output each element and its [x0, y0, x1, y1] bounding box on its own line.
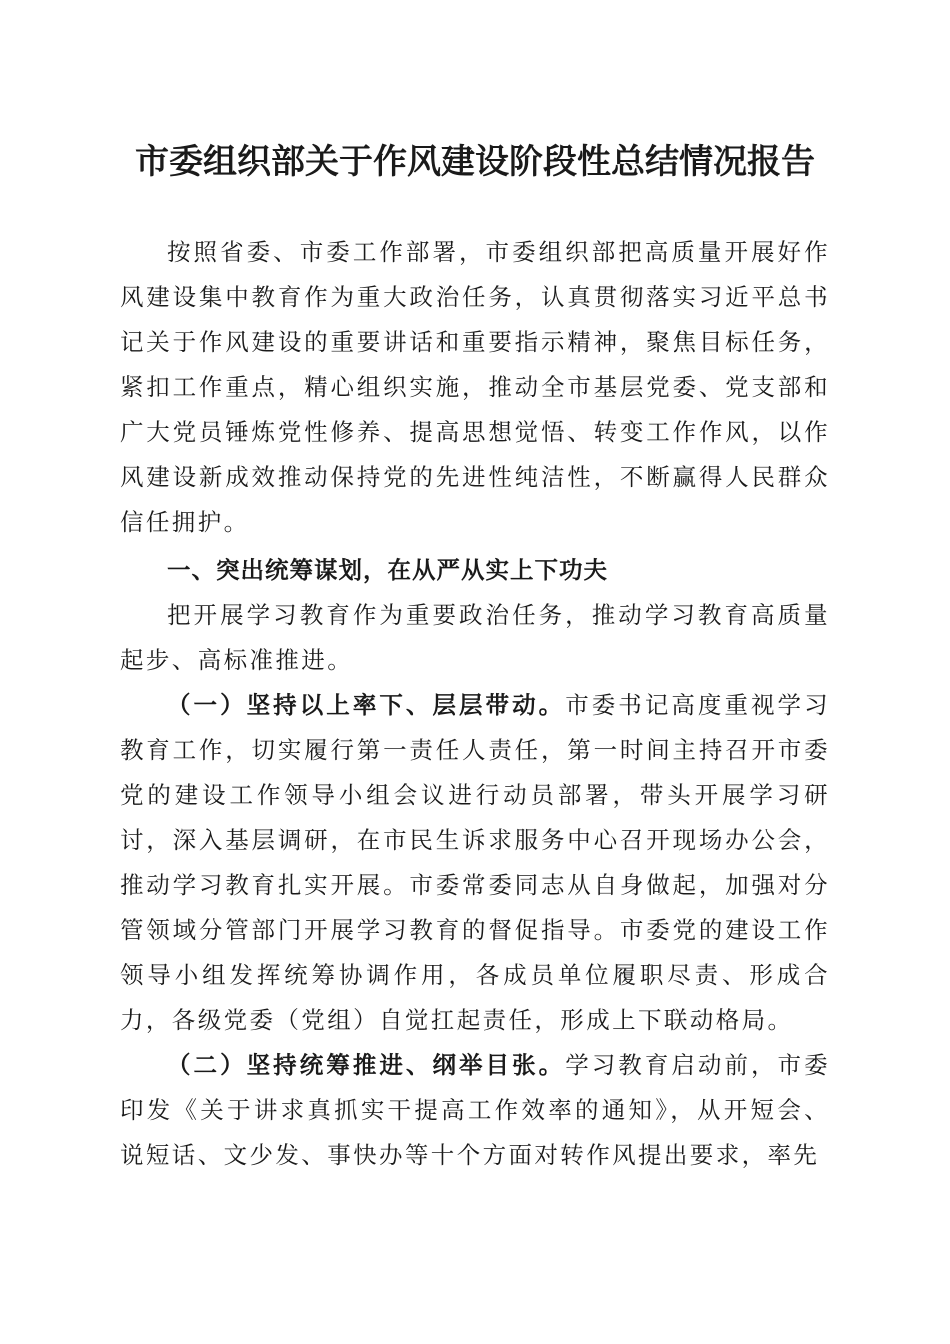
section-heading-1: 一、突出统筹谋划，在从严从实上下功夫 [167, 556, 608, 584]
item-1-paragraph [120, 683, 830, 1043]
item-2-text: 学习教育启动前，市委印发《关于讲求真抓实干提高工作效率的通知》，从开短会、说短话、文少发、事快办等十个方面对转作风提出要求，率先 [120, 1051, 830, 1169]
item-1-heading: （一）坚持以上率下、层层带动。 [167, 691, 566, 719]
document-title: 市委组织部关于作风建设阶段性总结情况报告 [135, 142, 815, 182]
item-2-heading: （二）坚持统筹推进、纲举目张。 [167, 1051, 566, 1079]
document-body [120, 230, 830, 1178]
item-2-paragraph [120, 1043, 830, 1178]
intro-paragraph: 按照省委、市委工作部署，市委组织部把高质量开展好作风建设集中教育作为重大政治任务，认真贯彻落实习近平总书记关于作风建设的重要讲话和重要指示精神，聚焦目标任务，紧扣工作重点，精心组织实施，推动全市基层党委、党支部和广大党员锤炼党性修养、提高思想觉悟、转变工作作风，以作风建设新成效推动保持党的先进性纯洁性，不断赢得人民群众信任拥护。 [120, 238, 830, 536]
section-1-intro-paragraph: 把开展学习教育作为重要政治任务，推动学习教育高质量起步、高标准推进。 [120, 601, 830, 674]
item-1-text: 市委书记高度重视学习教育工作，切实履行第一责任人责任，第一时间主持召开市委党的建设工作领导小组会议进行动员部署，带头开展学习研讨，深入基层调研，在市民生诉求服务中心召开现场办公会，推动学习教育扎实开展。市委常委同志从自身做起，加强对分管领域分管部门开展学习教育的督促指导。市委党的建设工作领导小组发挥统筹协调作用，各成员单位履职尽责、形成合力，各级党委（党组）自觉扛起责任，形成上下联动格局。 [120, 691, 830, 1034]
